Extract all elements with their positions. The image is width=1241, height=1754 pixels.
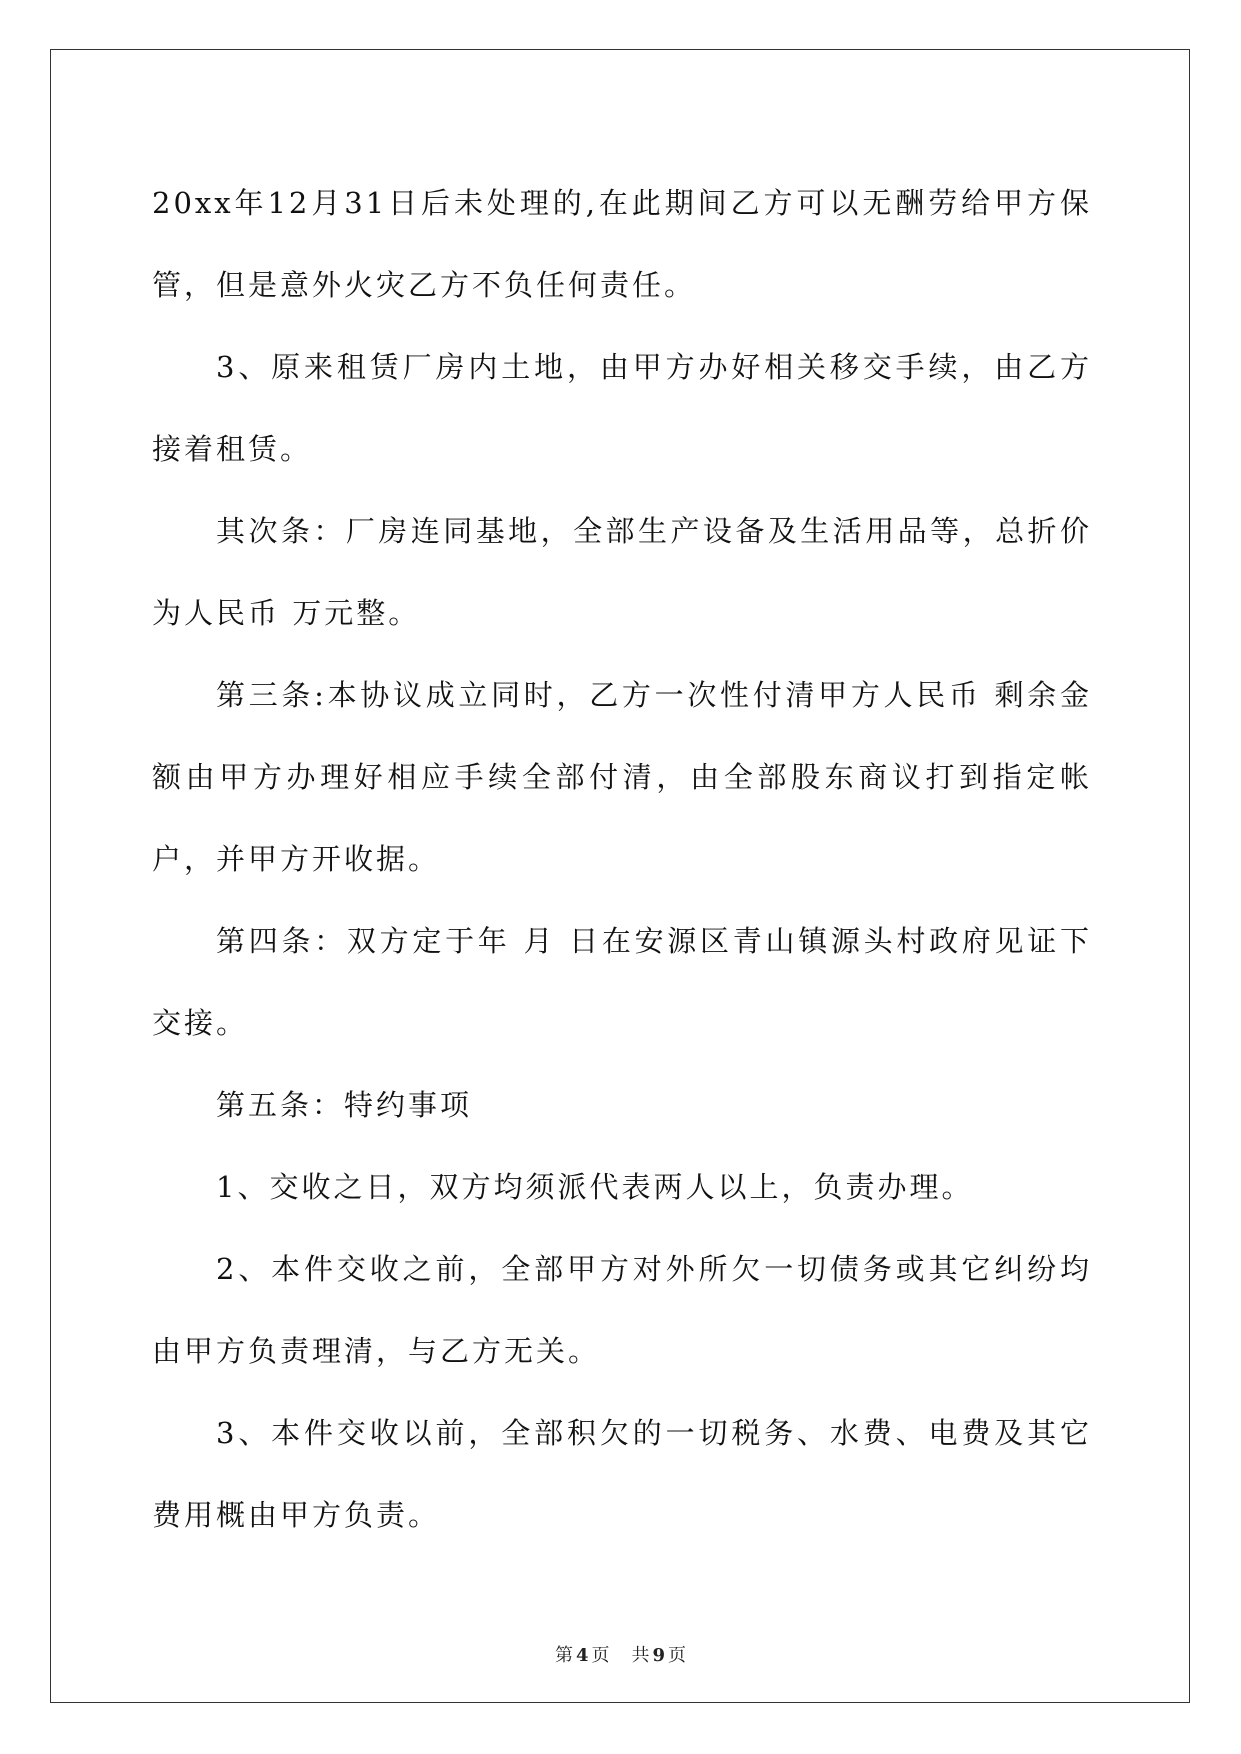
page-suffix: 页 xyxy=(591,1645,610,1666)
paragraph-8: 2、本件交收之前，全部甲方对外所欠一切债务或其它纠纷均由甲方负责理清，与乙方无关。 xyxy=(152,1252,1092,1368)
total-suffix: 页 xyxy=(668,1645,687,1666)
paragraph-3: 其次条：厂房连同基地，全部生产设备及生活用品等，总折价为人民币 万元整。 xyxy=(152,514,1092,630)
paragraph-2: 3、原来租赁厂房内土地，由甲方办好相关移交手续，由乙方接着租赁。 xyxy=(152,350,1092,466)
paragraph-1: 20xx年12月31日后未处理的,在此期间乙方可以无酬劳给甲方保管，但是意外火灾乙方不负任何责任。 xyxy=(152,186,1092,302)
paragraph-4: 第三条:本协议成立同时，乙方一次性付清甲方人民币 剩余金额由甲方办理好相应手续全部付清，由全部股东商议打到指定帐户，并甲方开收据。 xyxy=(152,678,1092,876)
total-prefix: 共 xyxy=(631,1645,650,1666)
document-body xyxy=(152,162,1092,1556)
paragraph-9: 3、本件交收以前，全部积欠的一切税务、水费、电费及其它费用概由甲方负责。 xyxy=(152,1416,1092,1532)
paragraph-6: 第五条：特约事项 xyxy=(216,1088,473,1122)
page-number: 4 xyxy=(575,1645,589,1666)
paragraph-7: 1、交收之日，双方均须派代表两人以上，负责办理。 xyxy=(216,1170,974,1204)
page-prefix: 第 xyxy=(554,1645,573,1666)
page-footer xyxy=(0,1641,1241,1667)
total-pages: 9 xyxy=(652,1645,666,1666)
paragraph-5: 第四条：双方定于年 月 日在安源区青山镇源头村政府见证下交接。 xyxy=(152,924,1092,1040)
